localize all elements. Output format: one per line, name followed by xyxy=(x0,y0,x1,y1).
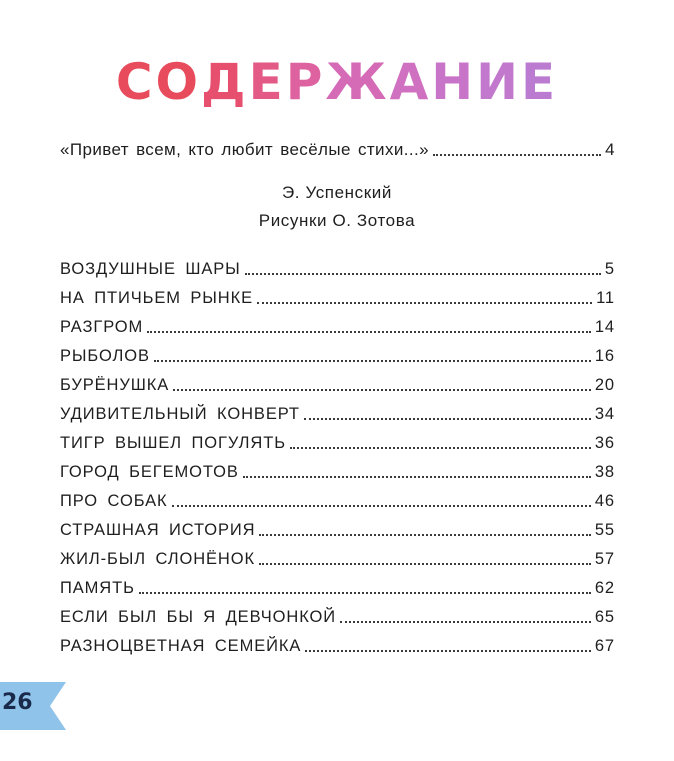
dot-leader xyxy=(259,534,590,536)
toc-entry-title: БУРЁНУШКА xyxy=(60,376,170,394)
toc-entry-page-number: 36 xyxy=(594,434,615,452)
title-letter: Н xyxy=(431,53,477,111)
intro-page-number: 4 xyxy=(605,140,615,159)
toc-entry xyxy=(60,627,615,656)
toc-entry-page-number: 38 xyxy=(594,463,615,481)
toc-entry-title: НА ПТИЧЬЕМ РЫНКЕ xyxy=(60,289,254,307)
dot-leader xyxy=(147,331,591,333)
toc-entry-title: ГОРОД БЕГЕМОТОВ xyxy=(60,463,239,481)
dot-leader xyxy=(245,273,601,275)
page-number-badge xyxy=(0,682,66,730)
toc-entry xyxy=(60,424,615,453)
title-letter: И xyxy=(476,53,522,111)
illustrator-credit: Рисунки О. Зотова xyxy=(258,211,416,230)
dot-leader xyxy=(257,302,592,304)
page-title xyxy=(0,50,674,114)
dot-leader xyxy=(304,418,591,420)
toc-entry xyxy=(60,395,615,424)
toc-entry xyxy=(60,366,615,395)
toc-entry-page-number: 57 xyxy=(594,550,615,568)
title-letter: Ж xyxy=(325,53,390,111)
intro-entry xyxy=(60,136,615,160)
title-letter: О xyxy=(155,53,202,111)
title-letter: Е xyxy=(521,53,559,111)
toc-entry-title: ПАМЯТЬ xyxy=(60,579,135,597)
dot-leader xyxy=(340,621,591,623)
toc-entry-title: РАЗНОЦВЕТНАЯ СЕМЕЙКА xyxy=(60,637,302,655)
dot-leader xyxy=(243,476,591,478)
toc-entry xyxy=(60,598,615,627)
dot-leader xyxy=(290,447,591,449)
dot-leader xyxy=(305,650,591,652)
dot-leader xyxy=(173,389,591,391)
toc-entry-title: СТРАШНАЯ ИСТОРИЯ xyxy=(60,521,256,539)
title-letter: Р xyxy=(285,53,326,111)
title-letter: А xyxy=(389,53,432,111)
title-letter: Е xyxy=(248,53,286,111)
toc-entry-page-number: 16 xyxy=(594,347,615,365)
toc-entry-title: УДИВИТЕЛЬНЫЙ КОНВЕРТ xyxy=(60,405,300,423)
toc-entry-page-number: 34 xyxy=(594,405,615,423)
toc-entry xyxy=(60,337,615,366)
table-of-contents xyxy=(60,250,615,656)
toc-entry-page-number: 14 xyxy=(594,318,615,336)
toc-entry xyxy=(60,453,615,482)
toc-entry xyxy=(60,279,615,308)
toc-entry-title: ПРО СОБАК xyxy=(60,492,168,510)
toc-entry xyxy=(60,511,615,540)
toc-entry-page-number: 55 xyxy=(594,521,615,539)
toc-entry xyxy=(60,569,615,598)
toc-entry-page-number: 62 xyxy=(594,579,615,597)
toc-entry-page-number: 46 xyxy=(594,492,615,510)
toc-entry xyxy=(60,308,615,337)
author-name: Э. Успенский xyxy=(281,183,392,202)
toc-entry xyxy=(60,482,615,511)
dot-leader xyxy=(172,505,591,507)
dot-leader xyxy=(259,563,591,565)
dot-leader xyxy=(433,154,601,156)
title-letter: С xyxy=(115,53,156,111)
toc-entry-page-number: 11 xyxy=(596,289,615,307)
toc-entry-title: РАЗГРОМ xyxy=(60,318,144,336)
toc-entry xyxy=(60,250,615,279)
toc-entry-title: ЕСЛИ БЫЛ БЫ Я ДЕВЧОНКОЙ xyxy=(60,608,337,626)
toc-entry-title: ВОЗДУШНЫЕ ШАРЫ xyxy=(60,260,241,278)
toc-entry xyxy=(60,540,615,569)
toc-entry-page-number: 20 xyxy=(594,376,615,394)
title-letter: Д xyxy=(201,53,249,111)
toc-entry-page-number: 67 xyxy=(594,637,615,655)
toc-entry-title: ТИГР ВЫШЕЛ ПОГУЛЯТЬ xyxy=(60,434,286,452)
toc-entry-page-number: 65 xyxy=(594,608,615,626)
toc-entry-page-number: 5 xyxy=(604,260,615,278)
toc-entry-title: РЫБОЛОВ xyxy=(60,347,150,365)
toc-entry-title: ЖИЛ-БЫЛ СЛОНЁНОК xyxy=(60,550,255,568)
dot-leader xyxy=(154,360,591,362)
intro-title: «Привет всем, кто любит весёлые стихи...» xyxy=(60,140,429,159)
dot-leader xyxy=(139,592,591,594)
page-number: 26 xyxy=(2,690,33,715)
